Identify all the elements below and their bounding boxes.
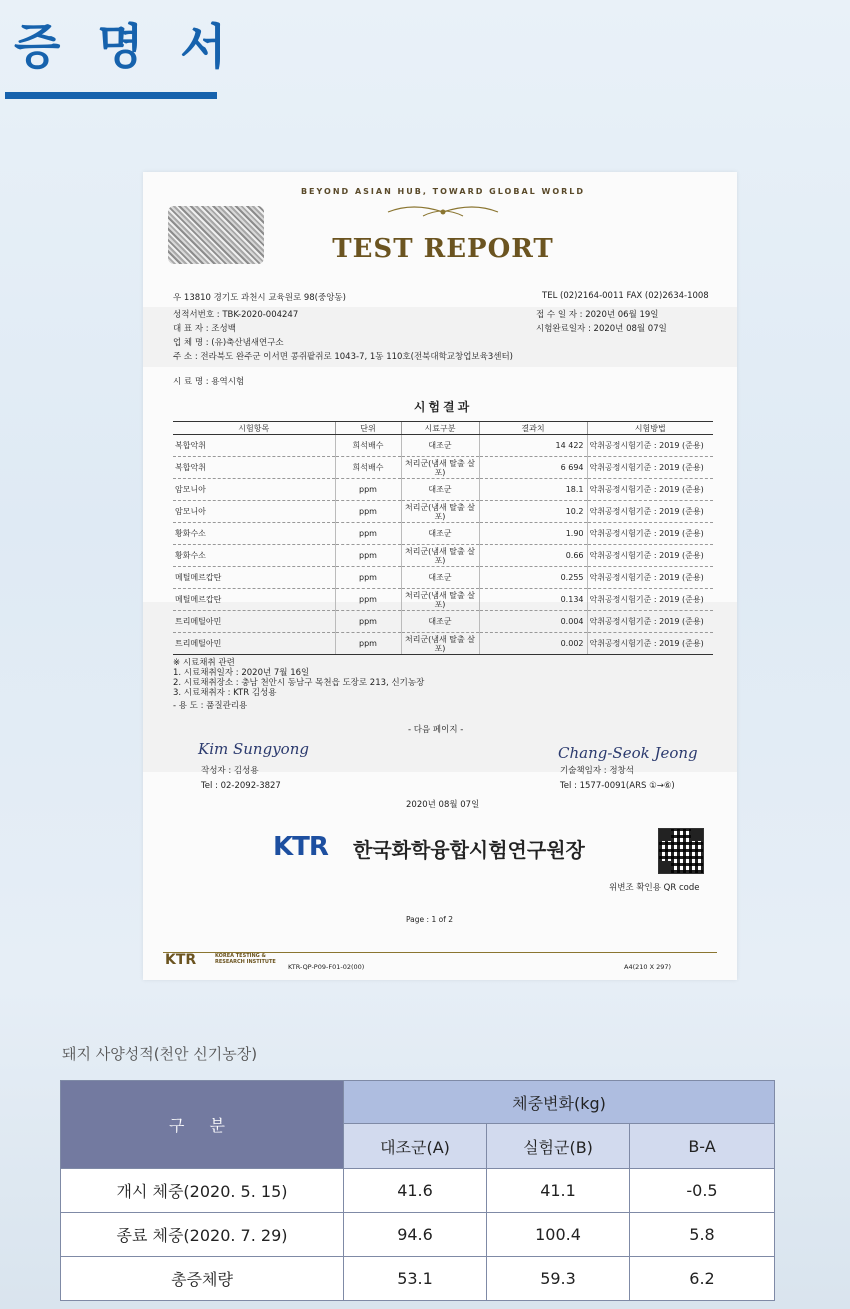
sample-type: 대조군 — [401, 611, 479, 633]
results-title: 시험결과 — [413, 400, 473, 414]
test-item: 메틸메르캅탄 — [173, 567, 335, 589]
unit: ppm — [335, 501, 401, 523]
qr-caption: 위변조 확인용 QR code — [609, 883, 700, 893]
column-header: 결과치 — [479, 422, 587, 435]
sample-type: 처리군(냄새 탈출 살포) — [401, 589, 479, 611]
report-tagline: BEYOND ASIAN HUB, TOWARD GLOBAL WORLD — [300, 187, 586, 196]
tech-manager-tel: Tel : 1577-0091(ARS ①→⑥) — [560, 781, 675, 791]
test-report-document — [143, 172, 737, 980]
result-value: 0.255 — [479, 567, 587, 589]
next-page-note: - 다음 페이지 - — [408, 725, 464, 735]
table-row — [173, 545, 713, 567]
table-row — [173, 633, 713, 655]
unit: ppm — [335, 545, 401, 567]
sample-type: 처리군(냄새 탈출 살포) — [401, 501, 479, 523]
column-header: 실험군(B) — [487, 1124, 630, 1169]
experimental-value: 41.1 — [487, 1169, 630, 1213]
address-line: 우 13810 경기도 과천시 교육원로 98(중앙동) — [173, 293, 346, 303]
table-row — [173, 611, 713, 633]
test-item: 황화수소 — [173, 545, 335, 567]
result-value: 0.134 — [479, 589, 587, 611]
page-heading: 증 명 서 — [14, 19, 237, 75]
footer-institute-name: KOREA TESTING & RESEARCH INSTITUTE — [215, 953, 276, 965]
ktr-logo: KTR — [273, 832, 328, 862]
experimental-value: 100.4 — [487, 1213, 630, 1257]
page-label: Page : 1 of 2 — [406, 915, 453, 924]
table-row — [61, 1257, 775, 1301]
test-method: 악취공정시험기준 : 2019 (준용) — [587, 479, 713, 501]
test-item: 메틸메르캅탄 — [173, 589, 335, 611]
control-value: 94.6 — [344, 1213, 487, 1257]
control-value: 53.1 — [344, 1257, 487, 1301]
column-header: 시험방법 — [587, 422, 713, 435]
tech-manager-signature: Chang-Seok Jeong — [558, 744, 698, 762]
results-table — [173, 421, 713, 655]
category-header: 구 분 — [61, 1081, 344, 1169]
report-title: TEST REPORT — [332, 234, 554, 264]
tel-fax: TEL (02)2164-0011 FAX (02)2634-1008 — [542, 291, 709, 301]
sample-type: 대조군 — [401, 567, 479, 589]
result-value: 14 422 — [479, 435, 587, 457]
test-method: 악취공정시험기준 : 2019 (준용) — [587, 523, 713, 545]
unit: 희석배수 — [335, 457, 401, 479]
result-value: 10.2 — [479, 501, 587, 523]
result-value: 0.004 — [479, 611, 587, 633]
result-value: 18.1 — [479, 479, 587, 501]
results-header-row — [173, 422, 713, 435]
sample-type: 처리군(냄새 탈출 살포) — [401, 545, 479, 567]
difference-value: -0.5 — [630, 1169, 775, 1213]
table-row — [173, 589, 713, 611]
table-row — [173, 435, 713, 457]
unit: ppm — [335, 523, 401, 545]
sample-type: 대조군 — [401, 523, 479, 545]
table-row — [173, 567, 713, 589]
author-tel: Tel : 02-2092-3827 — [201, 781, 281, 791]
unit: 희석배수 — [335, 435, 401, 457]
column-header: 시료구분 — [401, 422, 479, 435]
table-row — [61, 1213, 775, 1257]
test-method: 악취공정시험기준 : 2019 (준용) — [587, 633, 713, 655]
form-code: KTR-QP-P09-F01-02(00) — [288, 963, 365, 971]
unit: ppm — [335, 479, 401, 501]
ornament-icon — [383, 200, 503, 222]
institute-name: 한국화학융합시험연구원장 — [353, 838, 585, 862]
experimental-value: 59.3 — [487, 1257, 630, 1301]
footer-ktr-logo: KTR — [165, 952, 197, 968]
column-header: B-A — [630, 1124, 775, 1169]
sample-type: 대조군 — [401, 435, 479, 457]
result-value: 0.002 — [479, 633, 587, 655]
sampling-note-title: ※ 시료채취 관련 — [173, 658, 235, 668]
test-method: 악취공정시험기준 : 2019 (준용) — [587, 589, 713, 611]
growth-table-caption: 돼지 사양성적(천안 신기농장) — [62, 1045, 258, 1063]
weight-change-header: 체중변화(kg) — [344, 1081, 775, 1124]
test-method: 악취공정시험기준 : 2019 (준용) — [587, 435, 713, 457]
cert-number: 성적서번호 : TBK-2020-004247 — [173, 310, 299, 320]
unit: ppm — [335, 567, 401, 589]
author-signature: Kim Sungyong — [198, 740, 309, 758]
test-method: 악취공정시험기준 : 2019 (준용) — [587, 545, 713, 567]
control-value: 41.6 — [344, 1169, 487, 1213]
qr-code-icon — [658, 828, 704, 874]
usage-note: - 용 도 : 품질관리용 — [173, 701, 248, 711]
tech-manager-name: 기술책임자 : 정창석 — [560, 766, 634, 776]
sample-type: 처리군(냄새 탈출 살포) — [401, 633, 479, 655]
difference-value: 6.2 — [630, 1257, 775, 1301]
received-date: 접 수 일 자 : 2020년 06월 19일 — [536, 310, 659, 320]
test-item: 트리메틸아민 — [173, 633, 335, 655]
test-item: 황화수소 — [173, 523, 335, 545]
test-method: 악취공정시험기준 : 2019 (준용) — [587, 567, 713, 589]
result-value: 6 694 — [479, 457, 587, 479]
company-address: 주 소 : 전라북도 완주군 이서면 콩쥐팥쥐로 1043-7, 1동 110호(전북대학교창업보육3센터) — [173, 352, 513, 362]
table-row — [173, 479, 713, 501]
table-row — [173, 457, 713, 479]
completed-date: 시험완료일자 : 2020년 08월 07일 — [536, 324, 667, 334]
table-row — [61, 1169, 775, 1213]
test-item: 암모니아 — [173, 479, 335, 501]
sampling-note: 1. 시료채취일자 : 2020년 7월 16일 — [173, 668, 310, 678]
difference-value: 5.8 — [630, 1213, 775, 1257]
test-method: 악취공정시험기준 : 2019 (준용) — [587, 501, 713, 523]
table-row — [173, 501, 713, 523]
result-value: 1.90 — [479, 523, 587, 545]
company-name: 업 체 명 : (유)축산냄새연구소 — [173, 338, 284, 348]
result-value: 0.66 — [479, 545, 587, 567]
column-header: 시험항목 — [173, 422, 335, 435]
growth-performance-table — [60, 1080, 775, 1301]
sampling-note: 2. 시료채취장소 : 충남 천안시 동남구 목천읍 도장로 213, 신기농장 — [173, 678, 425, 688]
test-method: 악취공정시험기준 : 2019 (준용) — [587, 457, 713, 479]
sample-type: 대조군 — [401, 479, 479, 501]
test-method: 악취공정시험기준 : 2019 (준용) — [587, 611, 713, 633]
paper-size: A4(210 X 297) — [624, 963, 672, 971]
sampling-note: 3. 시료채취자 : KTR 김성용 — [173, 688, 277, 698]
test-item: 복합악취 — [173, 457, 335, 479]
heading-underline — [5, 92, 217, 99]
unit: ppm — [335, 611, 401, 633]
issue-date: 2020년 08월 07일 — [406, 800, 480, 810]
unit: ppm — [335, 589, 401, 611]
row-label: 총증체량 — [61, 1257, 344, 1301]
test-item: 트리메틸아민 — [173, 611, 335, 633]
table-row — [173, 523, 713, 545]
author-name: 작성자 : 김성용 — [201, 766, 259, 776]
unit: ppm — [335, 633, 401, 655]
test-item: 복합악취 — [173, 435, 335, 457]
row-label: 종료 체중(2020. 7. 29) — [61, 1213, 344, 1257]
hologram-seal — [168, 206, 264, 264]
column-header: 단위 — [335, 422, 401, 435]
sample-type: 처리군(냄새 탈출 살포) — [401, 457, 479, 479]
representative: 대 표 자 : 조성백 — [173, 324, 236, 334]
test-item: 암모니아 — [173, 501, 335, 523]
column-header: 대조군(A) — [344, 1124, 487, 1169]
row-label: 개시 체중(2020. 5. 15) — [61, 1169, 344, 1213]
sample-name: 시 료 명 : 용역시험 — [173, 377, 245, 387]
